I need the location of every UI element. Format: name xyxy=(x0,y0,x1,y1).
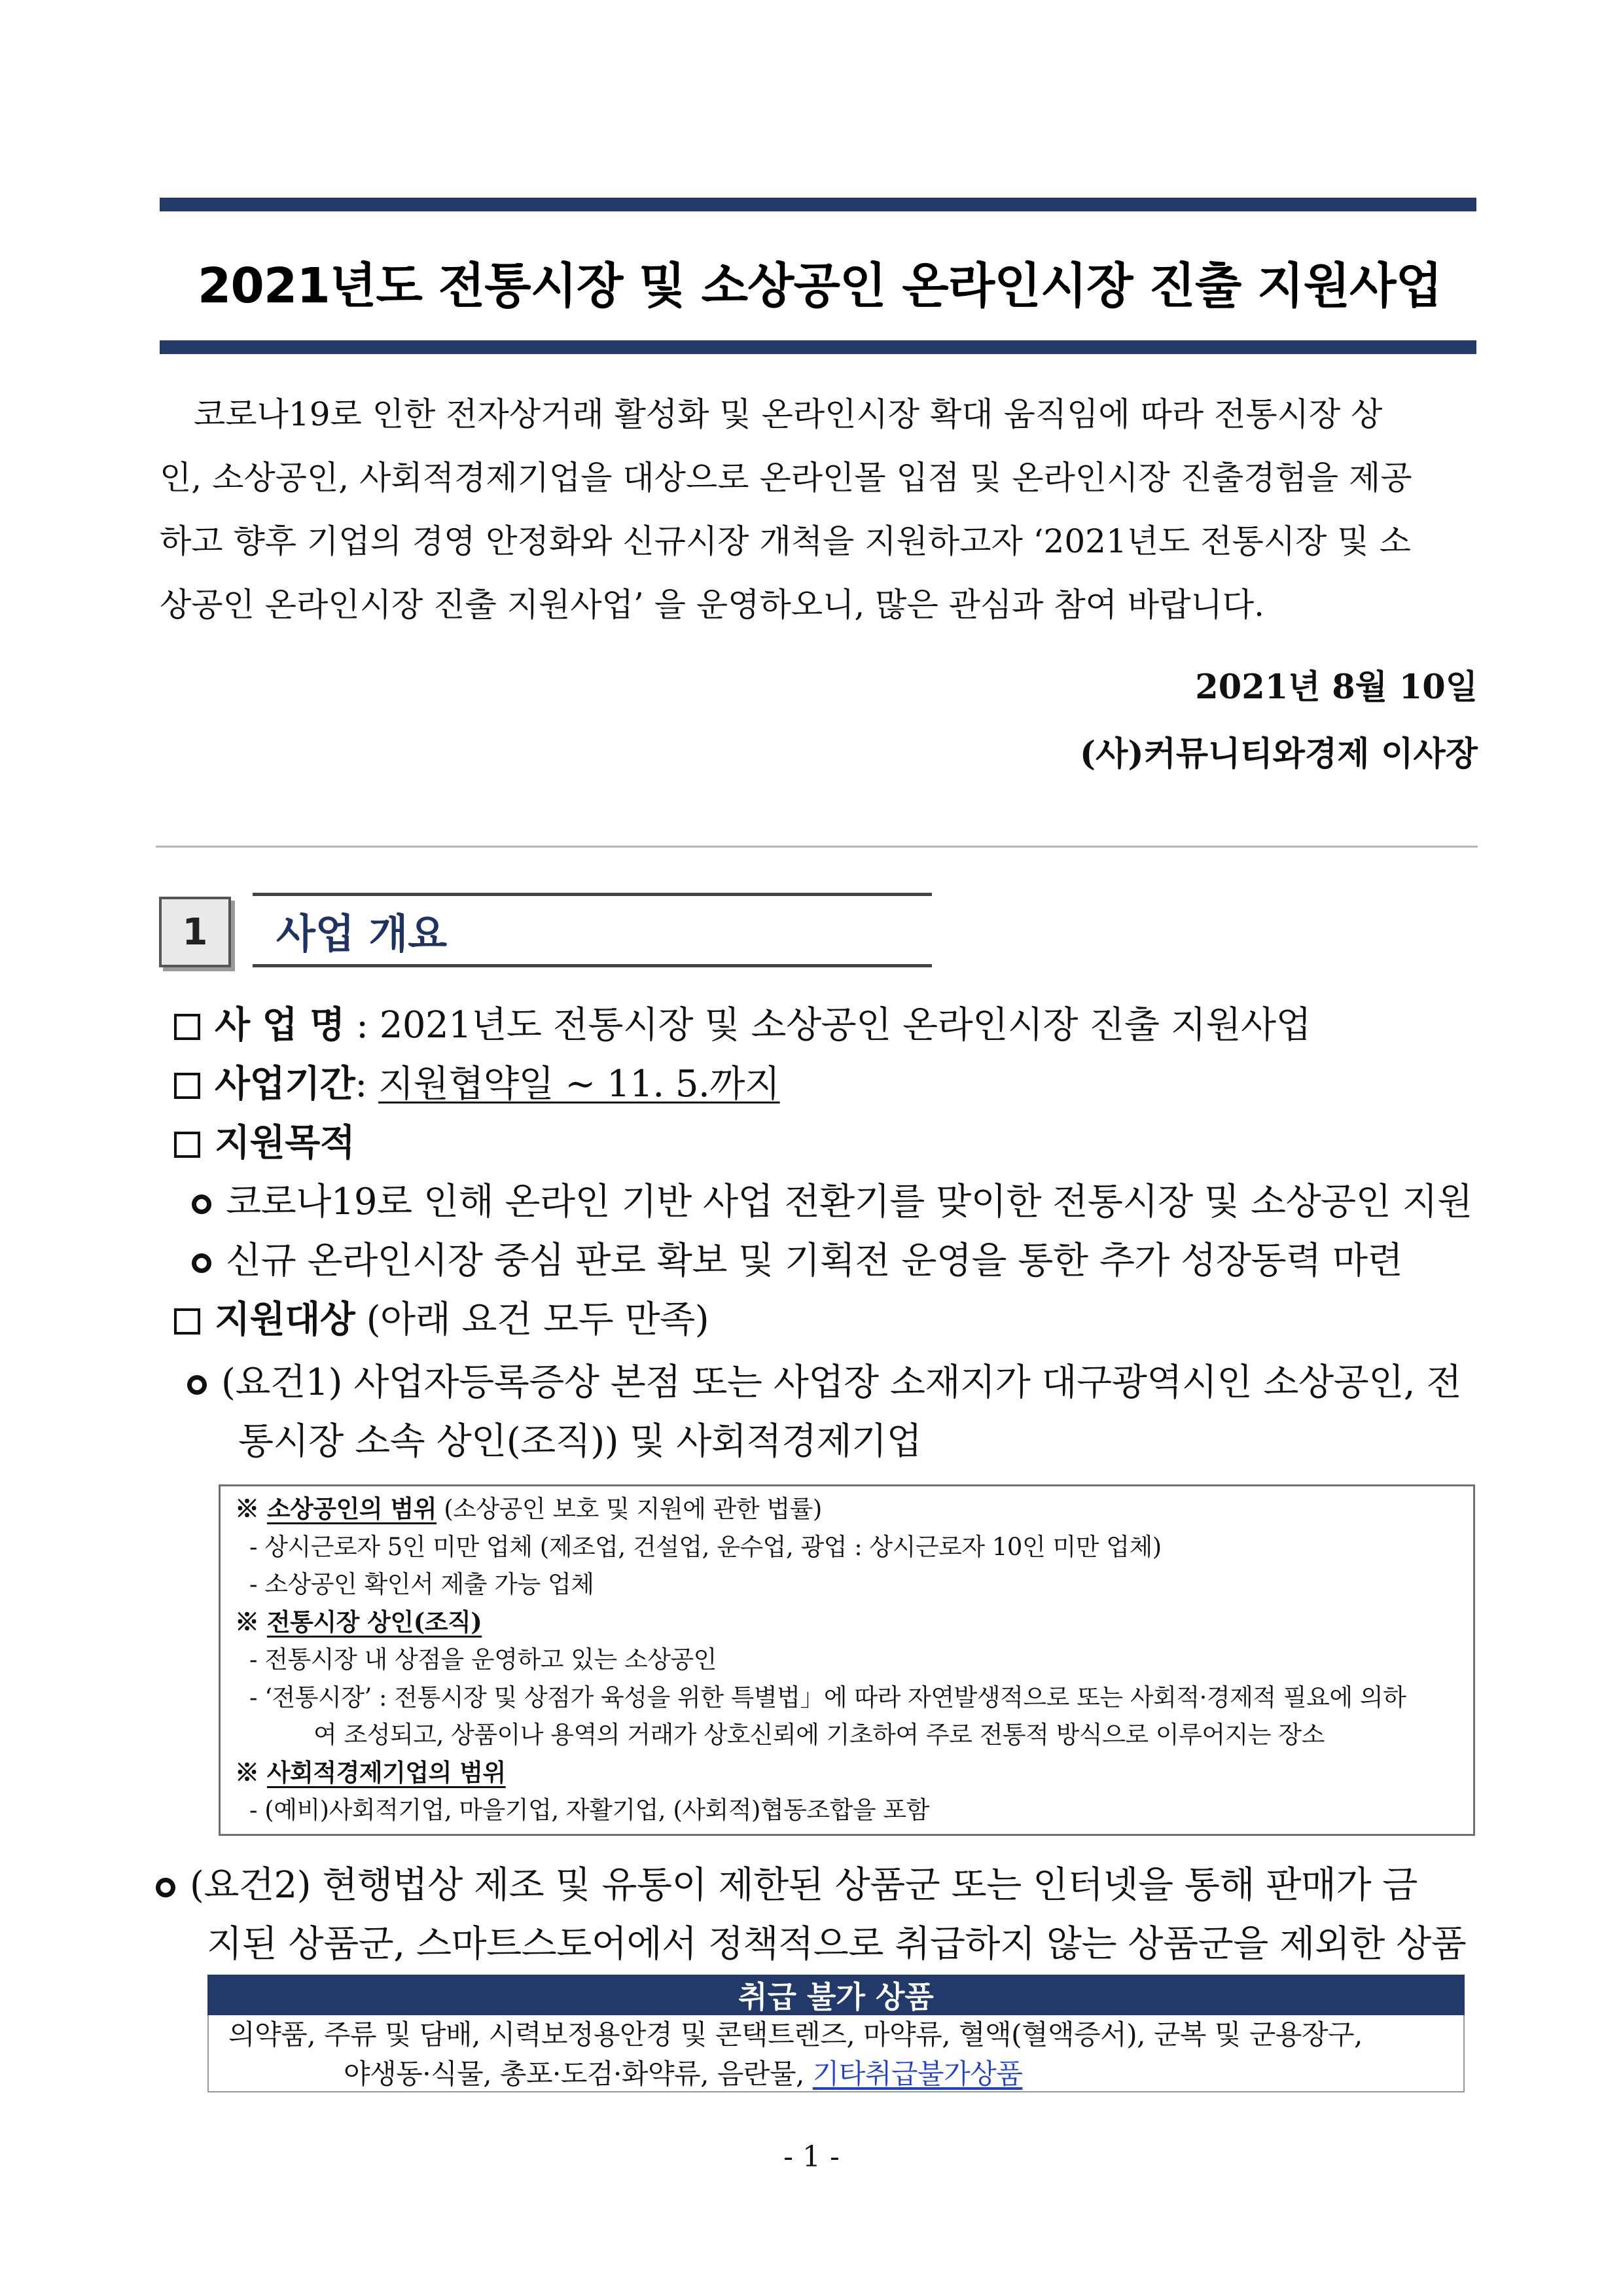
excluded-products-body xyxy=(207,2015,1465,2092)
intro-paragraph xyxy=(160,383,1476,637)
divider xyxy=(156,846,1478,848)
note-line: - (예비)사회적기업, 마을기업, 자활기업, (사회적)협동조합을 포함 xyxy=(249,1796,929,1824)
excluded-products-header: 취급 불가 상품 xyxy=(207,1975,1465,2015)
circle-bullet-icon xyxy=(192,1253,211,1273)
section-number: 1 xyxy=(159,897,231,967)
intro-line-1: 코로나19로 인한 전자상거래 활성화 및 온라인시장 확대 움직임에 따라 전통시장 상 xyxy=(194,395,1383,433)
requirement-1-cont: 통시장 소속 상인(조직)) 및 사회적경제기업 xyxy=(238,1420,922,1463)
purpose-bullet-1: 코로나19로 인해 온라인 기반 사업 전환기를 맞이한 전통시장 및 소상공인 지원 xyxy=(192,1173,1472,1225)
note-line: - 전통시장 내 상점을 운영하고 있는 소상공인 xyxy=(249,1645,717,1674)
note-line: - 소상공인 확인서 제출 가능 업체 xyxy=(249,1570,594,1598)
checkbox-icon xyxy=(174,1132,200,1158)
purpose-bullet-2: 신규 온라인시장 중심 판로 확보 및 기획전 운영을 통한 추가 성장동력 마련 xyxy=(192,1232,1402,1284)
title-bottom-bar xyxy=(160,340,1476,354)
note-heading-small-business: 소상공인의 범위 xyxy=(266,1494,437,1523)
requirement-1: (요건1) 사업자등록증상 본점 또는 사업장 소재지가 대구광역시인 소상공인, 전 xyxy=(187,1354,1461,1406)
intro-line-4: 상공인 온라인시장 진출 지원사업’ 을 운영하오니, 많은 관심과 참여 바랍니다. xyxy=(160,586,1265,624)
intro-line-3: 하고 향후 기업의 경영 안정화와 신규시장 개척을 지원하고자 ‘2021년도 전통시장 및 소 xyxy=(160,522,1411,560)
intro-line-2: 인, 소상공인, 사회적경제기업을 대상으로 온라인몰 입점 및 온라인시장 진출경험을 제공 xyxy=(160,459,1412,497)
note-heading-social-economy: 사회적경제기업의 범위 xyxy=(266,1757,506,1787)
definitions-note-box: ※ 소상공인의 범위 (소상공인 보호 및 지원에 관한 법률) - 상시근로자 5인 미만 업체 (제조업, 건설업, 운수업, 광업 : 상시근로자 10인 미만 업체) - 소상공인 확인서 제출 가능 업체 ※ 전통시장 상인(조직) - 전통시장 내 상점을 운영하고 있는 소상공인 - ‘전통시장’ : 전통시장 및 상점가 육성을 위한 특별법」에 따라 자연발생적으로 또는 사회적·경제적 필요에 의하 여 조성되고, 상품이나 용역의 거래가 상호신뢰에 기초하여 주로 전통적 방식으로 이루어지는 장소 ※ 사회적경제기업의 범위 - (예비)사회적기업, 마을기업, 자활기업, (사회적)협동조합을 포함 xyxy=(219,1484,1475,1836)
circle-bullet-icon xyxy=(156,1878,175,1897)
circle-bullet-icon xyxy=(192,1194,211,1214)
document-title: 2021년도 전통시장 및 소상공인 온라인시장 진출 지원사업 xyxy=(197,258,1442,314)
checkbox-icon xyxy=(174,1308,200,1335)
page-number: - 1 - xyxy=(783,2140,840,2174)
excluded-products-row-2: 야생동·식물, 총포·도검·화약류, 음란물, 기타취급불가상품 xyxy=(344,2058,1023,2090)
requirement-2-cont: 지된 상품군, 스마트스토어에서 정책적으로 취급하지 않는 상품군을 제외한 상품 xyxy=(207,1923,1467,1965)
item-business-period: 사업기간: 지원협약일 ~ 11. 5.까지 xyxy=(174,1055,780,1107)
checkbox-icon xyxy=(174,1014,200,1040)
item-business-name: 사 업 명 : 2021년도 전통시장 및 소상공인 온라인시장 진출 지원사업 xyxy=(174,996,1311,1049)
note-line: - ‘전통시장’ : 전통시장 및 상점가 육성을 위한 특별법」에 따라 자연발생적으로 또는 사회적·경제적 필요에 의하 xyxy=(249,1683,1406,1712)
note-line: 여 조성되고, 상품이나 용역의 거래가 상호신뢰에 기초하여 주로 전통적 방식으로 이루어지는 장소 xyxy=(313,1721,1325,1749)
other-excluded-products-link[interactable]: 기타취급불가상품 xyxy=(812,2058,1023,2090)
requirement-2: (요건2) 현행법상 제조 및 유통이 제한된 상품군 또는 인터넷을 통해 판매가 금 xyxy=(156,1856,1418,1909)
item-purpose: 지원목적 xyxy=(174,1114,355,1166)
section-title: 사업 개요 xyxy=(253,893,932,967)
item-target: 지원대상 (아래 요건 모두 만족) xyxy=(174,1291,709,1343)
circle-bullet-icon xyxy=(187,1375,207,1395)
note-line: - 상시근로자 5인 미만 업체 (제조업, 건설업, 운수업, 광업 : 상시근로자 10인 미만 업체) xyxy=(249,1532,1162,1561)
checkbox-icon xyxy=(174,1073,200,1099)
note-heading-market-merchant: 전통시장 상인(조직) xyxy=(266,1607,482,1636)
excluded-products-row-1: 의약품, 주류 및 담배, 시력보정용안경 및 콘택트렌즈, 마약류, 혈액(혈액증서), 군복 및 군용장구, xyxy=(228,2018,1363,2051)
title-top-bar xyxy=(160,198,1476,211)
announcement-date: 2021년 8월 10일 xyxy=(1195,668,1478,707)
issuer-name: (사)커뮤니티와경제 이사장 xyxy=(1080,734,1478,774)
